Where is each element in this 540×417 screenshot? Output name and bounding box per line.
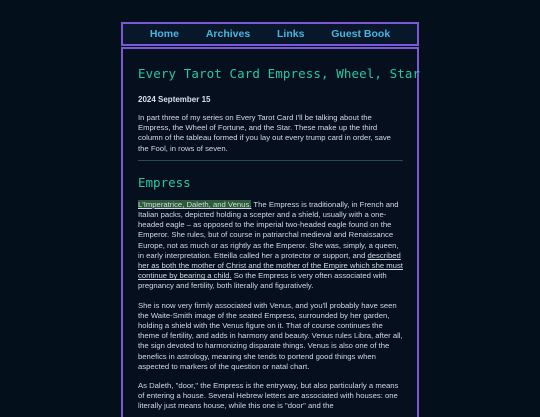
top-navigation <box>121 22 419 46</box>
empress-paragraph-2: She is now very firmly associated with Venus, and you'll probably have seen the Waite-Smith image of the seated Empress, surrounded by her garden, holding a shield with the Venus figure on it. That of course continues the theme of fertility, and adds in harmony and beauty. Venus rules Libra, after all, the sign devoted to harmonizing disparate things. Venus is also one of the benefics in astrology, meaning she tends to portend good things when aspected to markers of the question or natal chart. <box>138 300 403 371</box>
nav-guest-book-link[interactable]: Guest Book <box>331 28 391 40</box>
empress-paragraph-1 <box>138 200 403 292</box>
highlighted-keywords: L'Imperatrice, Daleth, and Venus. <box>138 199 252 209</box>
nav-home-link[interactable]: Home <box>149 28 179 40</box>
post-title: Every Tarot Card Empress, Wheel, Star <box>138 66 421 81</box>
paragraph-text: The Empress is traditionally, in French and Italian packs, depicted holding a scepter and a shield, usually with a one-headed eagle – as opposed to the imperial two-headed eagle found on the Emperor. She rules, but of course in patriarchal medieval and Renaissance Europe, not as much or as rightly as the Emperor. She was, simply, a queen, in early interpretation. Etteilla called her a protector or support, and <box>138 199 399 260</box>
empress-description-link[interactable]: described her as both the mother of Christ and the mother of the Empire which she must continue by bearing a child. <box>138 250 403 281</box>
main-content <box>121 47 419 417</box>
post-date: 2024 September 15 <box>138 95 211 104</box>
intro-paragraph: In part three of my series on Every Tarot Card I'll be talking about the Empress, the Wheel of Fortune, and the Star. These make up the third column of the tableau formed if you lay out every trump card in order, save the Fool, in rows of seven. <box>138 113 391 153</box>
section-divider <box>138 160 403 161</box>
paragraph-text: So the Empress is very often associated with pregnancy and fertility, both literally and figuratively. <box>138 271 387 291</box>
section-heading-empress: Empress <box>138 174 191 190</box>
nav-archives-link[interactable]: Archives <box>205 28 251 40</box>
nav-links-link[interactable]: Links <box>276 28 305 40</box>
empress-paragraph-3: As Daleth, "door," the Empress is the entryway, but also particularly a means of entering a house. Several Hebrew letters are associated with houses: one literally just means house, while this one is "door" and the <box>138 381 399 411</box>
